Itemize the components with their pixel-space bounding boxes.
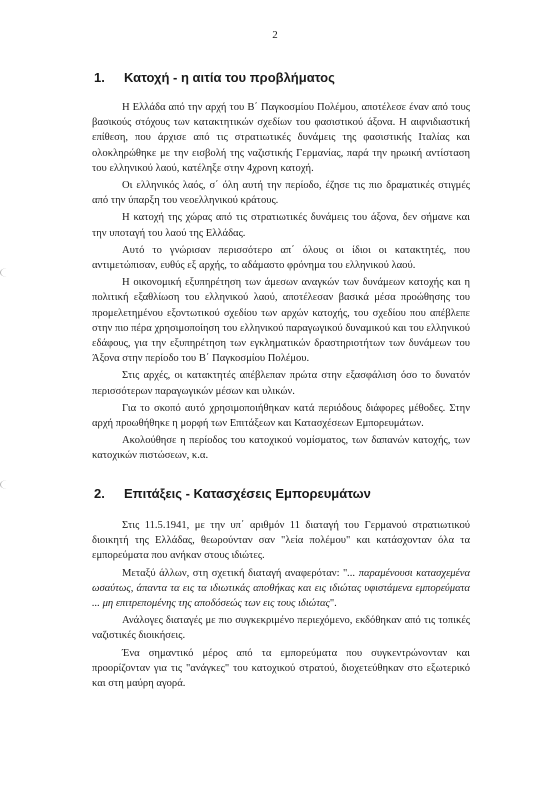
section-2-number: 2. (94, 486, 105, 501)
section-1-paragraph: Η κατοχή της χώρας από τις στρατιωτικές δυνάμεις του άξονα, δεν σήμανε και την υποταγή του λαού της Ελλάδας. (92, 212, 470, 239)
section-1-paragraph: Οι ελληνικός λαός, σ΄ όλη αυτή την περίοδο, έζησε τις πιο δραματικές στιγμές από την ύπαρξη του νεοελληνικού κράτους. (92, 180, 470, 207)
section-2-heading (94, 486, 371, 501)
section-2-body (92, 518, 470, 691)
section-1-paragraph: Ακολούθησε η περίοδος του κατοχικού νομίσματος, των δαπανών κατοχής, των κατοχικών πιστώσεων, κ.α. (92, 435, 470, 462)
section-1-title: Κατοχή - η αιτία του προβλήματος (124, 70, 335, 85)
section-1-paragraph: Στις αρχές, οι κατακτητές απέβλεπαν πρώτα στην εξασφάλιση όσο το δυνατόν περισσότερων παραγωγικών μέσων και υλικών. (92, 370, 470, 397)
quote-intro: Μεταξύ άλλων, στη σχετική διαταγή αναφερόταν: " (122, 567, 348, 579)
section-1-heading (94, 70, 335, 85)
section-2-title: Επιτάξεις - Κατασχέσεις Εμπορευμάτων (124, 486, 371, 501)
section-1-paragraph: Η Ελλάδα από την αρχή του Β΄ Παγκοσμίου Πολέμου, αποτέλεσε έναν από τους βασικούς στόχους των κατακτητικών σχεδίων του φασιστικού άξονα. Η αιφνιδιαστική επίθεση, που άρχισε από τις στρατιωτικές δυνάμεις της φασιστικής Ιταλίας και ολοκληρώθηκε με την εισβολή της ναζιστικής Γερμανίας, παρά την ηρωική αντίσταση του ελληνικού λαού, κατέληξε στην 4χρονη κατοχή. (92, 102, 470, 174)
section-1-paragraph: Η οικονομική εξυπηρέτηση των άμεσων αναγκών των δυνάμεων κατοχής και η πολιτική εξαθλίωση του ελληνικού λαού, αποτέλεσαν βασικά μέσα προώθησης του προμελετημένου εξοντωτικού σχεδίου των αρχών κατοχής, του σχεδίου που απέβλεπε στην πιο πέρα χρησιμοποίηση του ελληνικού παραγωγικού δυναμικού και του ελληνικού εδάφους, για την εξυπηρέτηση των εγκληματικών δραστηριοτήτων των δυνάμεων του Άξονα στην περίοδο του Β΄ Παγκοσμίου Πολέμου. (92, 277, 470, 365)
section-2-paragraph: Στις 11.5.1941, με την υπ΄ αριθμόν 11 διαταγή του Γερμανού στρατιωτικού διοικητή της Ελλάδας, θεωρούνταν σαν "λεία πολέμου" και κατάσχονταν όλα τα εμπορεύματα που ανήκαν στους ιδιώτες. (92, 520, 470, 562)
section-2-paragraph-quote (92, 566, 470, 612)
section-1-paragraph: Αυτό το γνώρισαν περισσότερο απ΄ όλους οι ίδιοι οι κατακτητές, που αντιμετώπισαν, ευθύς εξ αρχής, το αδάμαστο φρόνημα του ελληνικού λαού. (92, 244, 470, 272)
quote-text: ... παραμένουσι κατασχεμένα ωσαύτως, άπαντα τα εις τα ιδιωτικάς αποθήκας και εις ιδιώτας υφιστάμενα εμπορεύματα ... μη επιτρεπομένης της αποδόσεώς των εις τους ιδιώτας (92, 567, 470, 610)
quote-outro: ". (329, 598, 337, 610)
scan-edge-mark (0, 480, 13, 489)
section-2-paragraph: Ανάλογες διαταγές με πιο συγκεκριμένο περιεχόμενο, εκδόθηκαν από τις τοπικές ναζιστικές διοικήσεις. (92, 615, 470, 642)
section-1-number: 1. (94, 70, 105, 85)
scan-edge-mark (0, 268, 13, 277)
section-1-body (92, 100, 470, 464)
section-2-paragraph: Ένα σημαντικό μέρος από τα εμπορεύματα που συγκεντρώνονταν και προορίζονταν για τις "ανάγκες" του κατοχικού στρατού, διοχετεύθηκαν στο εξωτερικό και στη μαύρη αγορά. (92, 647, 470, 690)
section-1-paragraph: Για το σκοπό αυτό χρησιμοποιήθηκαν κατά περιόδους διάφορες μέθοδες. Στην αρχή προωθήθηκε η μορφή των Επιτάξεων και Κατασχέσεων Εμπορευμάτων. (92, 402, 470, 430)
page-number: 2 (272, 29, 278, 41)
